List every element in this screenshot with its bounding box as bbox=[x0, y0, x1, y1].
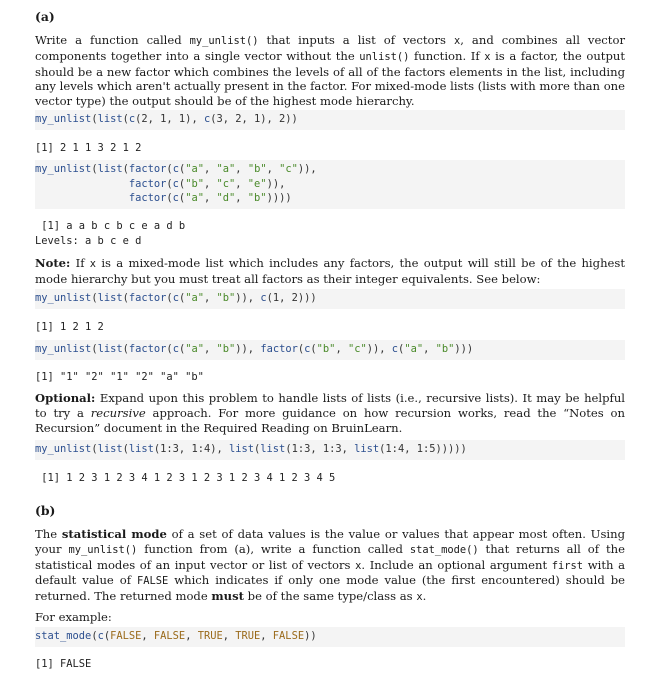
code-block-example-2: my_unlist(list(factor(c("a", "a", "b", "c")), factor(c("b", "c", "e")), factor(c("a", "d", "b")))) bbox=[35, 160, 625, 209]
output-example-3: [1] 1 2 1 2 bbox=[35, 321, 104, 333]
part-b-heading: (b) bbox=[35, 503, 56, 518]
for-example-label: For example: bbox=[35, 610, 112, 624]
output-example-2-levels: Levels: a b c e d bbox=[35, 235, 142, 247]
note-paragraph: Note: If x is a mixed-mode list which includes any factors, the output will still be of the highest mode hierarchy but you must treat all factors as their integer equivalents. See below: bbox=[35, 256, 625, 286]
code-block-example-4: my_unlist(list(factor(c("a", "b")), factor(c("b", "c")), c("a", "b"))) bbox=[35, 340, 625, 360]
output-example-5: [1] 1 2 3 1 2 3 4 1 2 3 1 2 3 1 2 3 4 1 2 3 4 5 bbox=[35, 472, 336, 484]
output-example-2-values: [1] a a b c b c e a d b bbox=[35, 220, 186, 232]
output-example-4: [1] "1" "2" "1" "2" "a" "b" bbox=[35, 371, 204, 383]
part-a-intro: Write a function called my_unlist() that inputs a list of vectors x, and combines all vector components together into a single vector without the unlist() function. If x is a factor, the output should be a new factor which combines the levels of all of the factors elements in the list, including any levels which aren't actually present in the factor. For mixed-mode lists (lists with more than one vector type) the output should be of the highest mode hierarchy. bbox=[35, 33, 625, 109]
code-block-stat-mode: stat_mode(c(FALSE, FALSE, TRUE, TRUE, FALSE)) bbox=[35, 627, 625, 647]
code-block-example-1: my_unlist(list(c(2, 1, 1), c(3, 2, 1), 2)) bbox=[35, 110, 625, 130]
part-a-heading: (a) bbox=[35, 9, 55, 24]
part-b-paragraph: The statistical mode of a set of data values is the value or values that appear most often. Using your my_unlist() function from (a), write a function called stat_mode() that returns all of the statistical modes of an input vector or list of vectors x. Include an optional argument first with a default value of FALSE which indicates if only one mode value (the first encountered) should be returned. The returned mode must be of the same type/class as x. bbox=[35, 527, 626, 604]
output-example-1: [1] 2 1 1 3 2 1 2 bbox=[35, 142, 142, 154]
output-stat-mode: [1] FALSE bbox=[35, 658, 92, 670]
code-block-example-5: my_unlist(list(list(1:3, 1:4), list(list(1:3, 1:3, list(1:4, 1:5))))) bbox=[35, 440, 625, 460]
code-block-example-3: my_unlist(list(factor(c("a", "b")), c(1, 2))) bbox=[35, 289, 625, 309]
optional-paragraph: Optional: Expand upon this problem to handle lists of lists (i.e., recursive lists). It may be helpful to try a recursive approach. For more guidance on how recursion works, read the “Notes on Recursion” document in the Required Reading on BruinLearn. bbox=[35, 391, 626, 435]
